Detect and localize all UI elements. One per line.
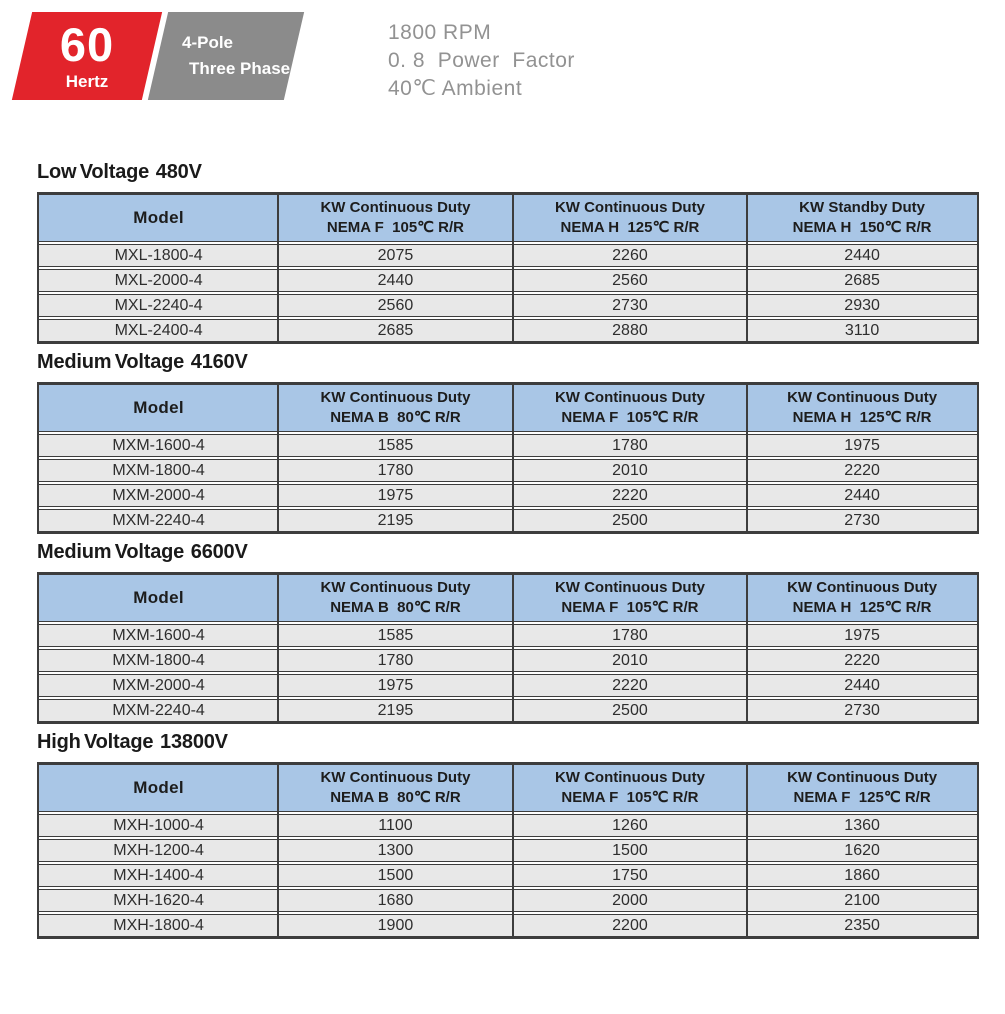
model-cell: MXH-1400-4 <box>39 864 278 887</box>
spec-table <box>39 382 977 534</box>
column-header-model <box>39 764 278 812</box>
model-cell: MXH-1200-4 <box>39 839 278 862</box>
voltage-section <box>37 730 979 939</box>
kw-value-cell: 1780 <box>278 459 513 482</box>
kw-value-cell: 2220 <box>513 674 748 697</box>
model-cell: MXM-2000-4 <box>39 674 278 697</box>
frequency-badge-content <box>22 12 152 100</box>
column-header-line1: KW Continuous Duty <box>554 768 705 786</box>
column-header-line2: NEMA H 125℃ R/R <box>792 599 932 616</box>
pole-label: 4-Pole <box>182 33 234 52</box>
column-header-model <box>39 384 278 432</box>
kw-value-cell: 2880 <box>513 319 748 342</box>
section-title: Low Voltage 480V <box>37 161 202 183</box>
table-row <box>39 864 977 887</box>
table-row <box>39 624 977 647</box>
column-divider <box>746 384 748 532</box>
column-header-kw <box>747 194 977 242</box>
column-header-kw <box>278 384 513 432</box>
model-cell: MXL-1800-4 <box>39 244 278 267</box>
kw-value-cell: 2350 <box>747 914 977 937</box>
spec-table-wrapper <box>37 762 979 939</box>
column-header-line2: NEMA B 80℃ R/R <box>330 409 461 426</box>
spec-power-factor: 0. 8 Power Factor <box>388 49 575 72</box>
spec-rpm: 1800 RPM <box>388 21 492 44</box>
voltage-section <box>37 160 979 344</box>
column-header-line1: KW Continuous Duty <box>787 578 938 596</box>
model-cell: MXM-2240-4 <box>39 509 278 532</box>
kw-value-cell: 2220 <box>513 484 748 507</box>
column-divider <box>512 384 514 532</box>
kw-value-cell: 3110 <box>747 319 977 342</box>
table-row <box>39 294 977 317</box>
table-row <box>39 484 977 507</box>
table-row <box>39 889 977 912</box>
model-cell: MXH-1620-4 <box>39 889 278 912</box>
column-divider <box>277 194 279 342</box>
table-header-row <box>39 764 977 812</box>
section-title: Medium Voltage 6600V <box>37 541 248 563</box>
kw-value-cell: 2010 <box>513 459 748 482</box>
model-cell: MXL-2240-4 <box>39 294 278 317</box>
column-header-line1: KW Continuous Duty <box>787 388 938 406</box>
kw-value-cell: 2440 <box>278 269 513 292</box>
column-header-line1: KW Continuous Duty <box>787 768 938 786</box>
column-header-kw <box>513 764 748 812</box>
kw-value-cell: 2000 <box>513 889 748 912</box>
column-header-kw <box>513 384 748 432</box>
kw-value-cell: 1585 <box>278 434 513 457</box>
column-header-line2: NEMA F 105℃ R/R <box>561 599 699 616</box>
column-divider <box>277 574 279 722</box>
frequency-unit: Hertz <box>65 71 109 91</box>
kw-value-cell: 2100 <box>747 889 977 912</box>
column-divider <box>746 574 748 722</box>
table-row <box>39 434 977 457</box>
table-row <box>39 319 977 342</box>
column-divider <box>277 384 279 532</box>
column-header-line2: NEMA F 105℃ R/R <box>326 219 465 236</box>
column-header-kw <box>278 764 513 812</box>
kw-value-cell: 2260 <box>513 244 748 267</box>
column-divider <box>512 764 514 937</box>
kw-value-cell: 2500 <box>513 509 748 532</box>
model-cell: MXM-1600-4 <box>39 434 278 457</box>
column-header-line1: KW Continuous Duty <box>554 388 705 406</box>
kw-value-cell: 2440 <box>747 484 977 507</box>
column-header-line1: KW Continuous Duty <box>320 388 471 406</box>
kw-value-cell: 1360 <box>747 814 977 837</box>
column-header-kw <box>513 574 748 622</box>
column-header-line2: NEMA F 125℃ R/R <box>793 789 931 806</box>
column-divider <box>746 194 748 342</box>
table-row <box>39 839 977 862</box>
kw-value-cell: 2010 <box>513 649 748 672</box>
model-cell: MXH-1800-4 <box>39 914 278 937</box>
table-row <box>39 814 977 837</box>
model-cell: MXL-2000-4 <box>39 269 278 292</box>
section-title: High Voltage 13800V <box>37 731 228 753</box>
kw-value-cell: 2730 <box>513 294 748 317</box>
column-header-line2: NEMA B 80℃ R/R <box>330 789 461 806</box>
column-header-model <box>39 194 278 242</box>
kw-value-cell: 2195 <box>278 509 513 532</box>
pole-phase-badge-content <box>158 12 294 100</box>
kw-value-cell: 1900 <box>278 914 513 937</box>
kw-value-cell: 2560 <box>513 269 748 292</box>
column-header-line1: Model <box>133 587 184 607</box>
column-header-model <box>39 574 278 622</box>
kw-value-cell: 1780 <box>513 434 748 457</box>
spec-table-wrapper <box>37 382 979 534</box>
kw-value-cell: 1500 <box>513 839 748 862</box>
column-header-kw <box>747 764 977 812</box>
column-header-line1: KW Continuous Duty <box>320 198 471 216</box>
kw-value-cell: 1975 <box>278 674 513 697</box>
kw-value-cell: 2730 <box>747 509 977 532</box>
spec-table-wrapper <box>37 572 979 724</box>
kw-value-cell: 1975 <box>747 434 977 457</box>
kw-value-cell: 1860 <box>747 864 977 887</box>
spec-table <box>39 762 977 939</box>
column-header-line1: KW Standby Duty <box>799 198 926 216</box>
sections <box>37 158 979 945</box>
column-header-line1: KW Continuous Duty <box>554 578 705 596</box>
kw-value-cell: 2560 <box>278 294 513 317</box>
frequency-badge <box>12 12 162 100</box>
kw-value-cell: 2440 <box>747 674 977 697</box>
table-header-row <box>39 574 977 622</box>
column-divider <box>277 764 279 937</box>
pole-phase-badge <box>148 12 304 100</box>
table-header-row <box>39 194 977 242</box>
column-divider <box>512 574 514 722</box>
kw-value-cell: 2685 <box>278 319 513 342</box>
spec-table <box>39 572 977 724</box>
column-header-line2: NEMA H 125℃ R/R <box>792 409 932 426</box>
spec-table-wrapper <box>37 192 979 344</box>
column-header-kw <box>747 384 977 432</box>
kw-value-cell: 1585 <box>278 624 513 647</box>
kw-value-cell: 1780 <box>278 649 513 672</box>
model-cell: MXH-1000-4 <box>39 814 278 837</box>
model-cell: MXM-1800-4 <box>39 649 278 672</box>
kw-value-cell: 1975 <box>278 484 513 507</box>
table-header-row <box>39 384 977 432</box>
kw-value-cell: 2200 <box>513 914 748 937</box>
table-row <box>39 914 977 937</box>
kw-value-cell: 1260 <box>513 814 748 837</box>
kw-value-cell: 1750 <box>513 864 748 887</box>
kw-value-cell: 1300 <box>278 839 513 862</box>
section-title: Medium Voltage 4160V <box>37 351 248 373</box>
kw-value-cell: 2730 <box>747 699 977 722</box>
table-row <box>39 649 977 672</box>
column-header-line1: Model <box>133 397 184 417</box>
column-header-line2: NEMA H 150℃ R/R <box>792 219 932 236</box>
specs-block <box>388 19 575 103</box>
kw-value-cell: 1100 <box>278 814 513 837</box>
column-header-line2: NEMA B 80℃ R/R <box>330 599 461 616</box>
column-header-kw <box>747 574 977 622</box>
kw-value-cell: 2930 <box>747 294 977 317</box>
kw-value-cell: 2195 <box>278 699 513 722</box>
column-header-line2: NEMA F 105℃ R/R <box>561 789 699 806</box>
table-row <box>39 509 977 532</box>
kw-value-cell: 1500 <box>278 864 513 887</box>
model-cell: MXL-2400-4 <box>39 319 278 342</box>
table-row <box>39 269 977 292</box>
kw-value-cell: 2440 <box>747 244 977 267</box>
kw-value-cell: 2685 <box>747 269 977 292</box>
column-header-line1: KW Continuous Duty <box>320 768 471 786</box>
kw-value-cell: 1780 <box>513 624 748 647</box>
column-divider <box>746 764 748 937</box>
column-header-kw <box>278 574 513 622</box>
column-header-line1: KW Continuous Duty <box>320 578 471 596</box>
kw-value-cell: 1975 <box>747 624 977 647</box>
kw-value-cell: 2500 <box>513 699 748 722</box>
column-header-line1: KW Continuous Duty <box>554 198 705 216</box>
column-header-kw <box>278 194 513 242</box>
voltage-section <box>37 540 979 724</box>
column-divider <box>512 194 514 342</box>
voltage-section <box>37 350 979 534</box>
model-cell: MXM-1600-4 <box>39 624 278 647</box>
column-header-line2: NEMA F 105℃ R/R <box>561 409 699 426</box>
spec-ambient: 40℃ Ambient <box>388 77 523 100</box>
table-row <box>39 244 977 267</box>
table-row <box>39 459 977 482</box>
kw-value-cell: 1620 <box>747 839 977 862</box>
kw-value-cell: 2220 <box>747 649 977 672</box>
spec-table <box>39 192 977 344</box>
column-header-line1: Model <box>133 777 184 797</box>
frequency-value: 60 <box>59 17 115 71</box>
column-header-line1: Model <box>133 207 184 227</box>
table-row <box>39 699 977 722</box>
kw-value-cell: 2220 <box>747 459 977 482</box>
model-cell: MXM-2000-4 <box>39 484 278 507</box>
kw-value-cell: 2075 <box>278 244 513 267</box>
model-cell: MXM-1800-4 <box>39 459 278 482</box>
column-header-kw <box>513 194 748 242</box>
table-row <box>39 674 977 697</box>
phase-label: Three Phase <box>189 59 291 78</box>
model-cell: MXM-2240-4 <box>39 699 278 722</box>
kw-value-cell: 1680 <box>278 889 513 912</box>
column-header-line2: NEMA H 125℃ R/R <box>560 219 700 236</box>
